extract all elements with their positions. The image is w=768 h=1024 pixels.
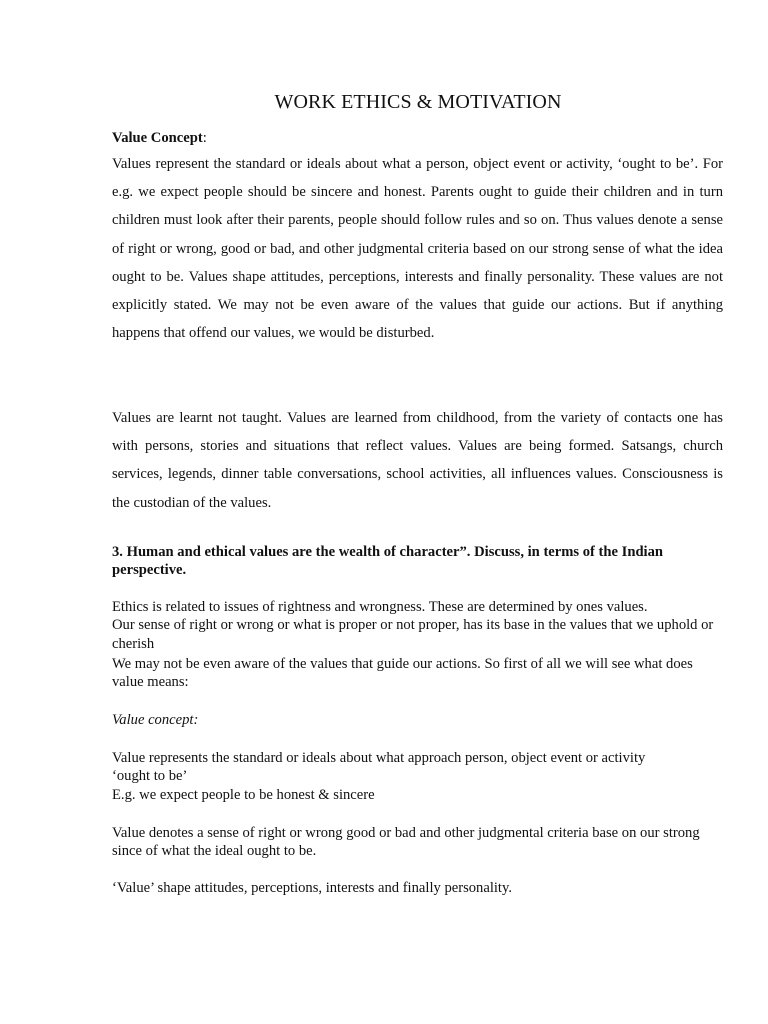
paragraph-values-learnt: Values are learnt not taught. Values are learned from childhood, from the variety of contacts one has with persons, stories and situations that reflect values. Values are being formed. Satsangs, church services, legends, dinner table conversations, school activities, all influences values. Consciousness is the custodian of the values. xyxy=(112,410,723,511)
value-concept-colon: : xyxy=(202,130,207,146)
document-title: WORK ETHICS & MOTIVATION xyxy=(274,91,562,113)
paragraph-value-denotes: Value denotes a sense of right or wrong good or bad and other judgmental criteria base on our strong since of what the ideal ought to be. xyxy=(112,825,700,860)
value-represents-line-2: ‘ought to be’ xyxy=(112,768,188,785)
value-concept-italic-heading: Value concept: xyxy=(112,712,199,728)
paragraph-ethics xyxy=(112,598,723,653)
example-line: E.g. we expect people to be honest & sincere xyxy=(112,786,375,803)
question-3-heading: 3. Human and ethical values are the wealth of character”. Discuss, in terms of the Indian perspective. xyxy=(112,544,664,578)
paragraph-value-shape: ‘Value’ shape attitudes, perceptions, interests and finally personality. xyxy=(112,880,512,896)
section-heading-value-concept xyxy=(112,128,723,148)
paragraph-value-represents xyxy=(112,749,723,804)
ethics-line-1: Ethics is related to issues of rightness and wrongness. These are determined by ones values. xyxy=(112,599,648,615)
value-concept-heading: Value Concept xyxy=(112,130,203,146)
paragraph-aware: We may not be even aware of the values that guide our actions. So first of all we will see what does value means: xyxy=(112,656,693,691)
paragraph-values-represent: Values represent the standard or ideals about what a person, object event or activity, ‘ought to be’. For e.g. we expect people should be sincere and honest. Parents ought to guide their children and in turn children must look after their parents, people should follow rules and so on. Thus values denote a sense of right or wrong, good or bad, and other judgmental criteria based on our strong sense of what the idea ought to be. Values shape attitudes, perceptions, interests and finally personality. These values are not explicitly stated. We may not be even aware of the values that guide our actions. But if anything happens that offend our values, we would be disturbed. xyxy=(112,156,723,342)
value-represents-line-1: Value represents the standard or ideals about what approach person, object event or activity xyxy=(112,750,646,766)
ethics-line-2: Our sense of right or wrong or what is proper or not proper, has its base in the values that we uphold or cherish xyxy=(112,617,714,652)
